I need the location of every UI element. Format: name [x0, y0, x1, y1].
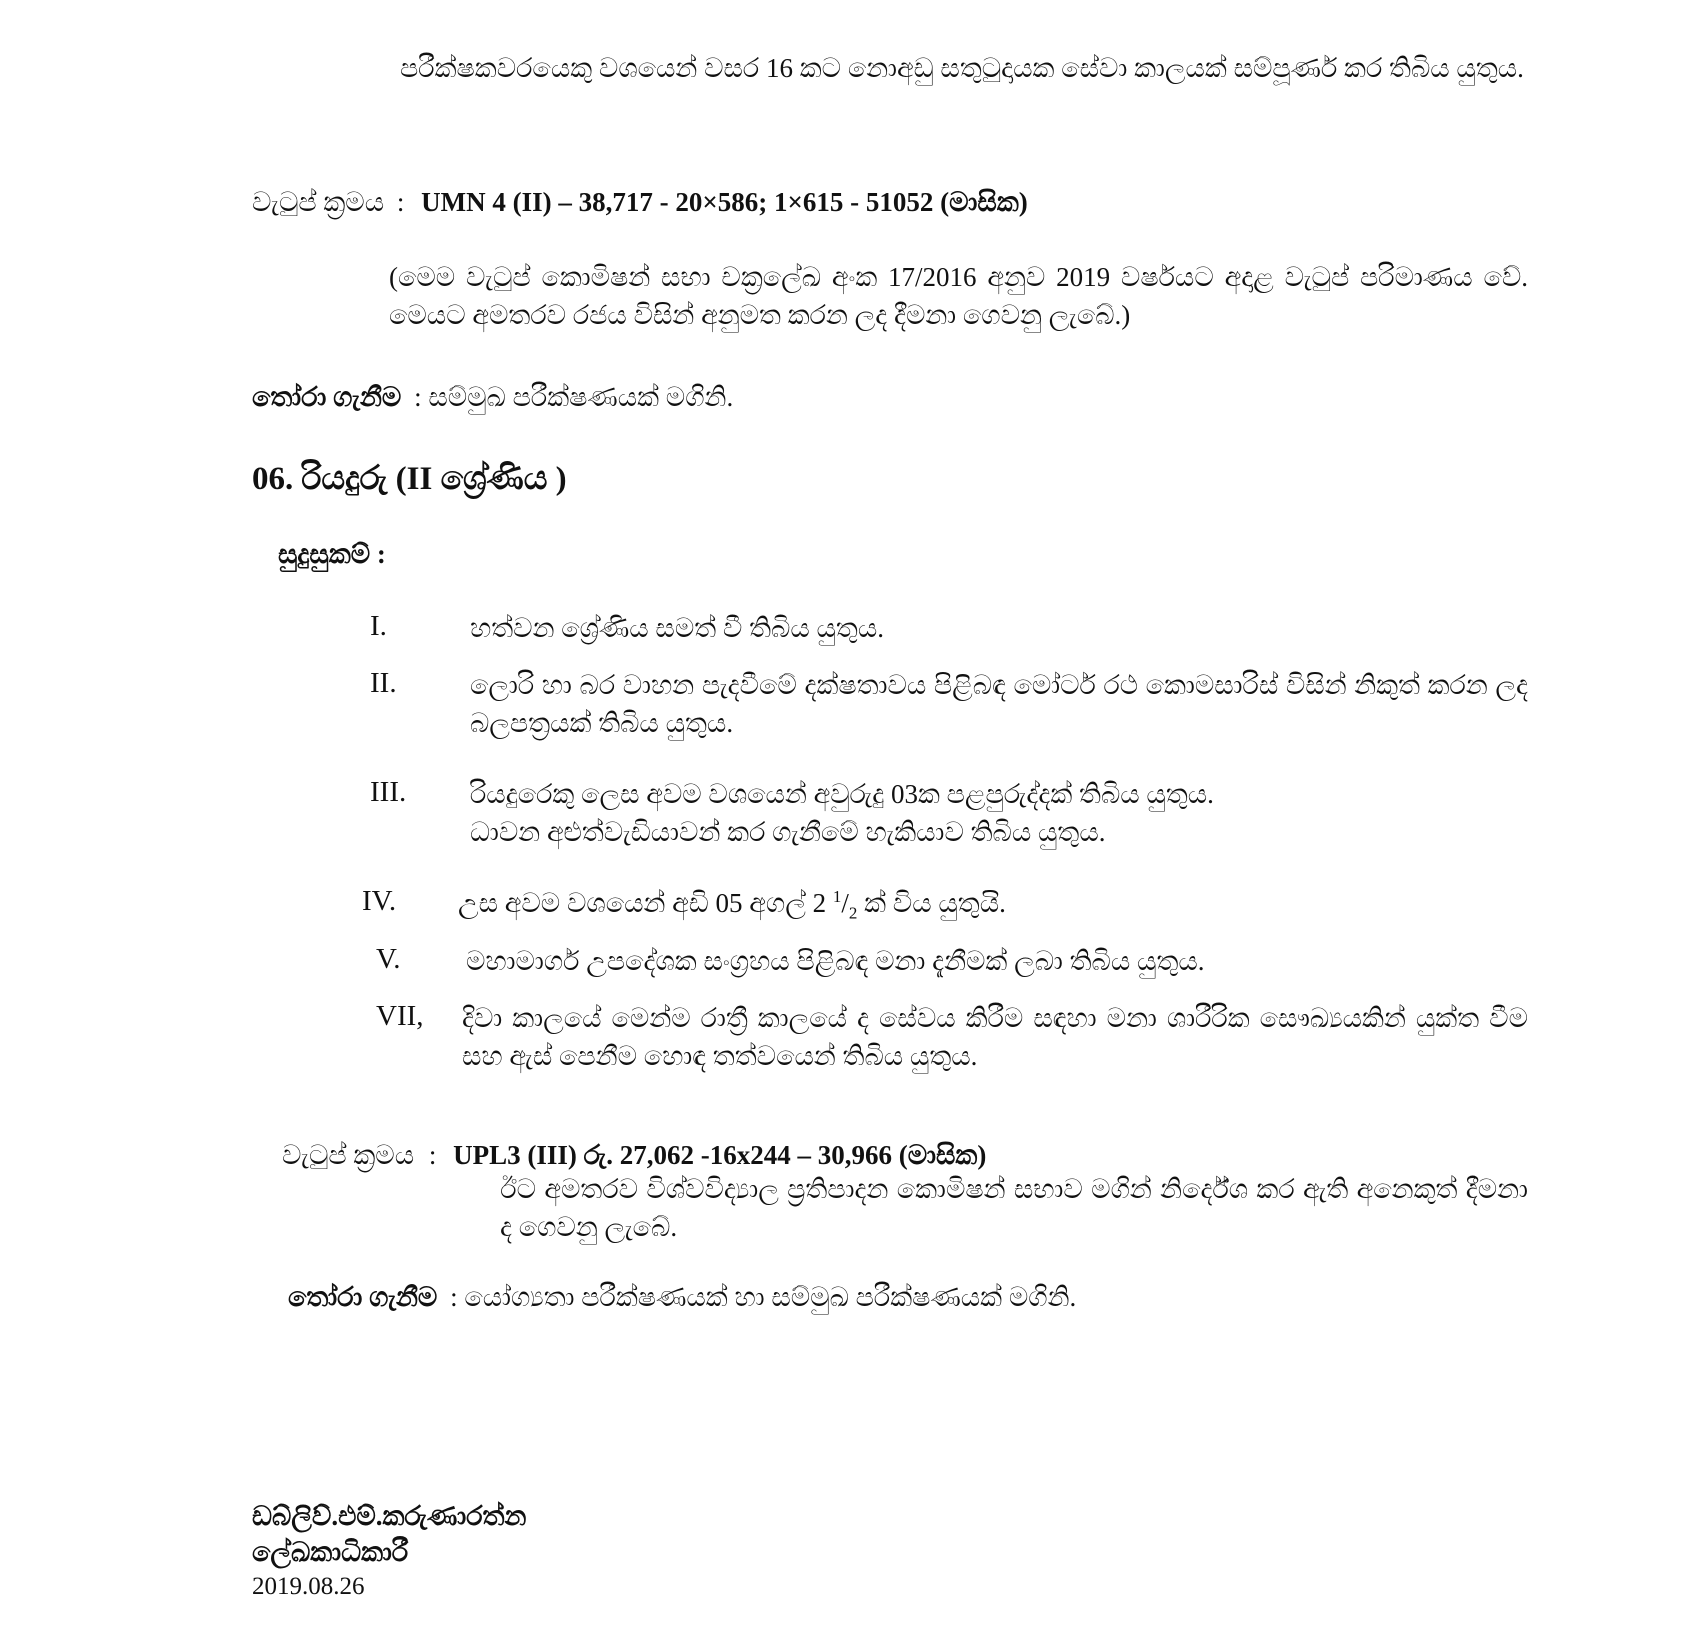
qualifications-label: සුදුසුකම් :	[278, 539, 386, 569]
section6-salary-line	[282, 1136, 1532, 1174]
signatory-name: ඩබ්ලිව්.එම්.කරුණාරත්න	[252, 1501, 527, 1531]
item-text-part: උස අවම වශයෙන් අඩි 05 අගල් 2	[458, 888, 827, 918]
intro-paragraph: පරීක්ෂකවරයෙකු වශයෙන් වසර 16 කට නොඅඩු සතුටුදායක සේවා කාලයක් සම්පූර්ණ කර තිබිය යුතුය.	[400, 53, 1524, 83]
item-text: මහාමාර්ග උපදේශක සංග්‍රහය පිළිබඳ මනා දැනීමක් ලබා තිබිය යුතුය.	[466, 946, 1205, 976]
section6-salary-note: ඊට අමතරව විශ්වවිද්‍යාල ප්‍රතිපාදන කොමිෂන් සභාව මගින් නිර්දේශ කර ඇති අනෙකුත් දීමනා ද ගෙවනු ලැබේ.	[500, 1174, 1528, 1242]
fraction-slash: /	[841, 888, 849, 918]
item-number: III.	[370, 776, 407, 808]
salary-separator: :	[396, 187, 405, 217]
section5-salary-note: (මෙම වැටුප් කොමිෂන් සභා චක්‍රලේඛ අංක 17/2016 අනුව 2019 වර්ෂයට අදාළ වැටුප් පරිමාණය වේ. මෙයට අමතරව රජය විසින් අනුමත කරන ලද දීමනා ගෙවනු ලැබේ.)	[389, 262, 1528, 330]
section6-selection-line	[288, 1278, 1538, 1316]
item-number: II.	[370, 667, 397, 699]
item-text: හත්වන ශ්‍රේණිය සමත් වී තිබිය යුතුය.	[470, 613, 884, 643]
item-number: I.	[370, 610, 387, 642]
section6-heading: 06. රියදුරු (II ශ්‍රේණිය )	[252, 461, 567, 497]
item-text: ධාවන අළුත්වැඩියාවන් කර ගැනීමේ හැකියාව තිබිය යුතුය.	[470, 817, 1106, 847]
item-number: V.	[376, 943, 401, 975]
salary-value: UPL3 (III) රු. 27,062 -16x244 – 30,966 (මාසික)	[453, 1140, 987, 1170]
salary-value: UMN 4 (II) – 38,717 - 20×586; 1×615 - 51052 (මාසික)	[421, 187, 1028, 217]
salary-label: වැටුප් ක්‍රමය	[282, 1140, 415, 1170]
fraction-denominator: 2	[848, 903, 858, 923]
section5-salary-line	[252, 183, 1552, 221]
item-text: ලොරි හා බර වාහන පැදවීමේ දක්ෂතාවය පිළිබඳ මෝටර් රථ කොමසාරිස් විසින් නිකුත් කරන ලද බලපත්‍රයක් තිබිය යුතුය.	[470, 670, 1528, 738]
item-text-part: ක් විය යුතුයි.	[864, 888, 1006, 918]
item-number: VII,	[376, 1000, 424, 1032]
signature-date: 2019.08.26	[252, 1573, 365, 1600]
selection-value: : සම්මුඛ පරීක්ෂණයක් මගිනි.	[414, 382, 734, 412]
item-text: දිවා කාලයේ මෙන්ම රාත්‍රී කාලයේ ද සේවය කිරීම සඳහා මනා ශාරීරික සෞඛ්‍යයකින් යුක්ත වීම සහ ඇස් පෙනීම හොඳ තත්වයෙන් තිබිය යුතුය.	[462, 1003, 1528, 1071]
selection-label: තෝරා ගැනීම	[288, 1282, 438, 1312]
item-text	[458, 884, 1528, 922]
item-number: IV.	[362, 885, 397, 917]
signatory-title: ලේඛකාධිකාරී	[252, 1537, 409, 1567]
salary-label: වැටුප් ක්‍රමය	[252, 187, 385, 217]
selection-label: තෝරා ගැනීම	[252, 382, 402, 412]
fraction-numerator: 1	[832, 887, 842, 906]
section5-selection-line	[252, 378, 1552, 416]
item-text: රියදුරෙකු ලෙස අවම වශයෙන් අවුරුදු 03ක පළපුරුද්දක් තිබිය යුතුය.	[470, 779, 1214, 809]
salary-separator: :	[428, 1140, 437, 1170]
selection-value: : යෝග්‍යතා පරීක්ෂණයක් හා සම්මුඛ පරීක්ෂණයක් මගිනි.	[450, 1282, 1077, 1312]
